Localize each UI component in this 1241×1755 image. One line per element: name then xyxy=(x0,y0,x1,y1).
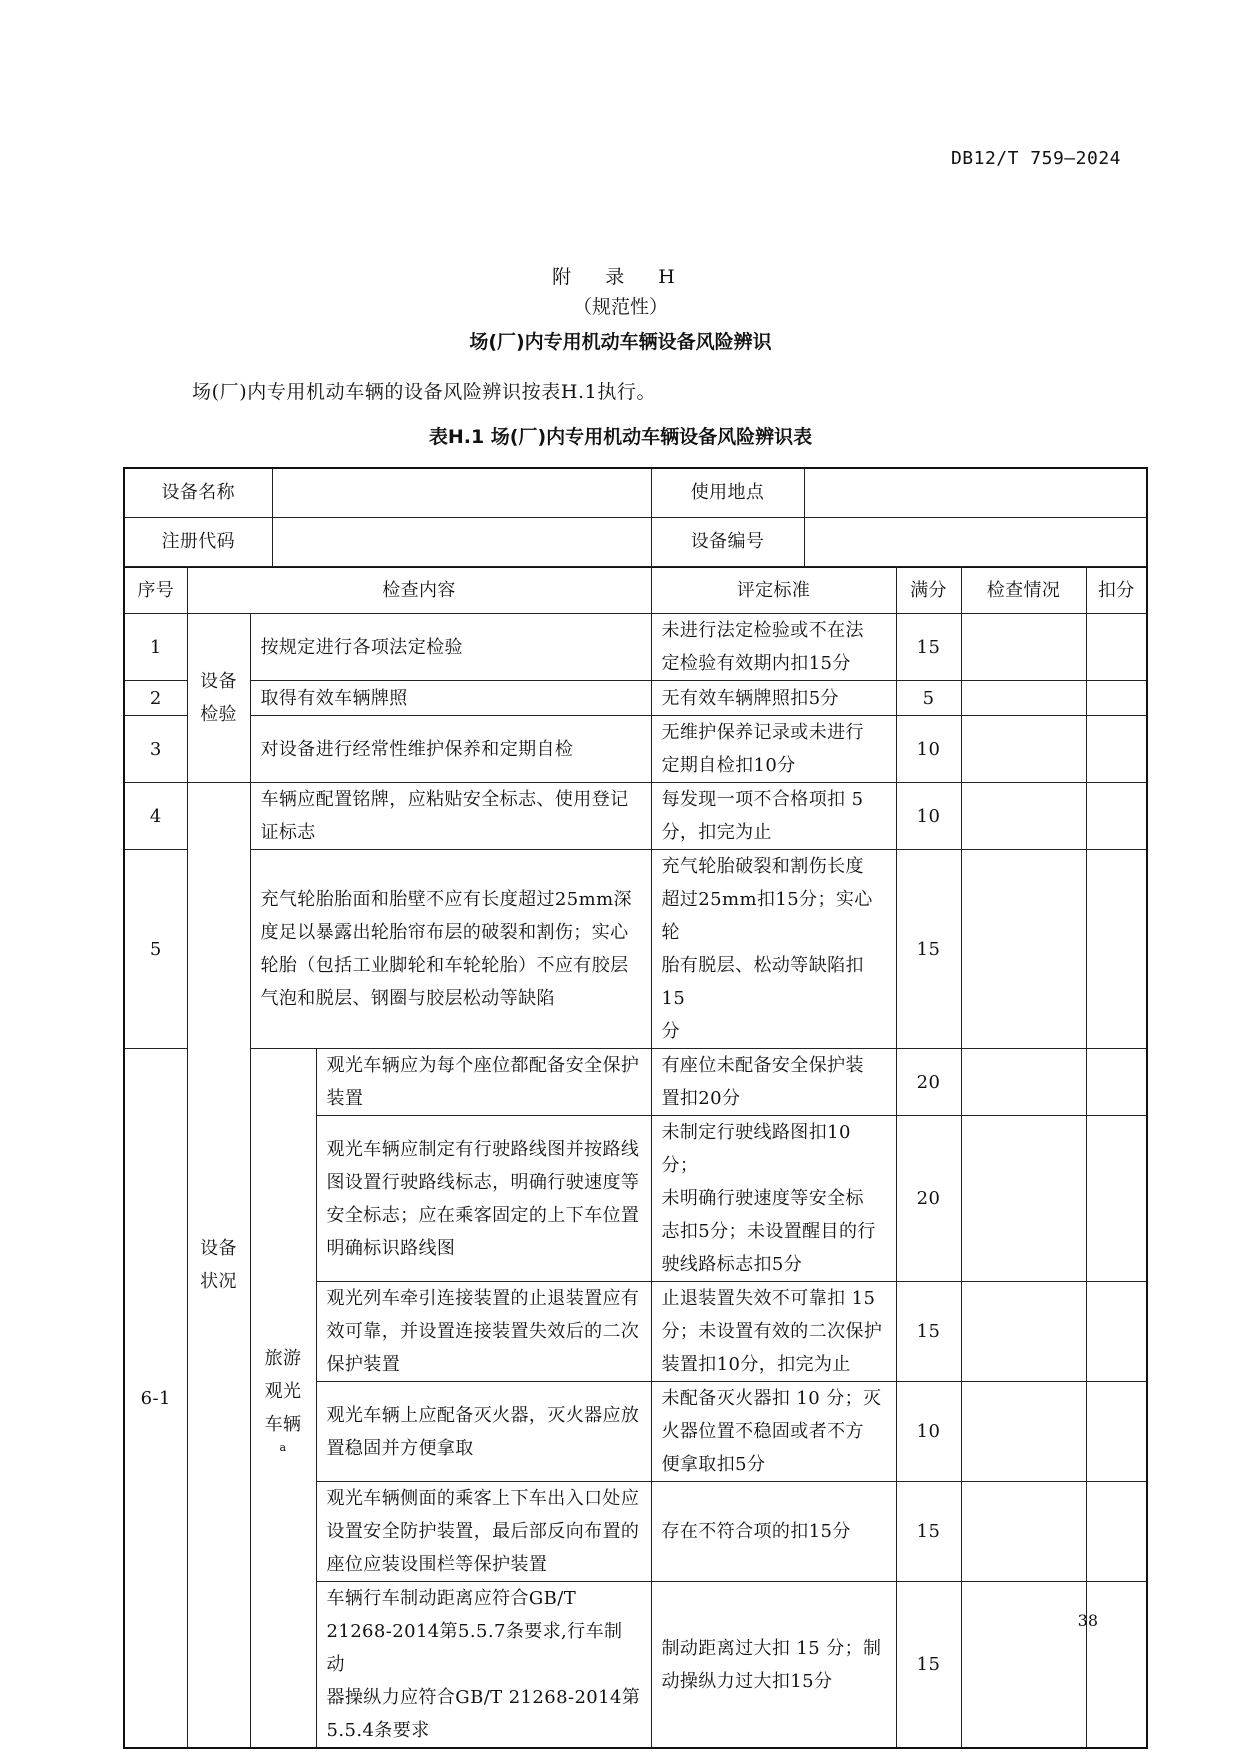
result-cell[interactable] xyxy=(961,783,1086,850)
deduction-cell[interactable] xyxy=(1086,1582,1147,1749)
table-row xyxy=(124,783,1147,850)
group-sightseeing-label: 旅游 观光 车辆 xyxy=(264,1347,302,1435)
standard-cell: 无维护保养记录或未进行 定期自检扣10分 xyxy=(651,716,896,783)
appendix-nature: （规范性） xyxy=(572,296,668,318)
full-score-cell: 15 xyxy=(896,850,961,1049)
result-cell[interactable] xyxy=(961,681,1086,716)
standard-cell: 存在不符合项的扣15分 xyxy=(651,1482,896,1582)
group-condition: 设备 状况 xyxy=(187,783,250,1749)
content-cell: 充气轮胎胎面和胎壁不应有长度超过25mm深 度足以暴露出轮胎帘布层的破裂和割伤；实心 轮胎（包括工业脚轮和车轮轮胎）不应有胶层 气泡和脱层、钢圈与胶层松动等缺陷 xyxy=(250,850,651,1049)
deduction-cell[interactable] xyxy=(1086,850,1147,1049)
standard-cell: 无有效车辆牌照扣5分 xyxy=(651,681,896,716)
standard-cell: 未配备灭火器扣 10 分；灭 火器位置不稳固或者不方 便拿取扣5分 xyxy=(651,1382,896,1482)
full-score-cell: 15 xyxy=(896,1282,961,1382)
full-score-cell: 15 xyxy=(896,1482,961,1582)
result-cell[interactable] xyxy=(961,1049,1086,1116)
content-cell: 取得有效车辆牌照 xyxy=(250,681,651,716)
full-score-cell: 20 xyxy=(896,1049,961,1116)
full-score-cell: 20 xyxy=(896,1116,961,1282)
table-row xyxy=(124,716,1147,783)
content-cell: 观光列车牵引连接装置的止退装置应有 效可靠，并设置连接装置失效后的二次 保护装置 xyxy=(316,1282,651,1382)
result-cell[interactable] xyxy=(961,1482,1086,1582)
standard-cell: 未制定行驶线路图扣10分； 未明确行驶速度等安全标 志扣5分；未设置醒目的行 驶线路标志扣5分 xyxy=(651,1116,896,1282)
result-cell[interactable] xyxy=(961,614,1086,681)
col-full-score: 满分 xyxy=(896,567,961,614)
deduction-cell[interactable] xyxy=(1086,1382,1147,1482)
content-cell: 观光车辆上应配备灭火器，灭火器应放 置稳固并方便拿取 xyxy=(316,1382,651,1482)
equipment-info-table xyxy=(123,467,1148,568)
content-cell: 车辆应配置铭牌，应粘贴安全标志、使用登记 证标志 xyxy=(250,783,651,850)
table-row xyxy=(124,614,1147,681)
table-header-row xyxy=(124,567,1147,614)
deduction-cell[interactable] xyxy=(1086,1049,1147,1116)
registration-code-label: 注册代码 xyxy=(124,517,272,567)
risk-table xyxy=(123,566,1148,1749)
col-result: 检查情况 xyxy=(961,567,1086,614)
content-cell: 按规定进行各项法定检验 xyxy=(250,614,651,681)
deduction-cell[interactable] xyxy=(1086,1282,1147,1382)
deduction-cell[interactable] xyxy=(1086,681,1147,716)
group-sightseeing xyxy=(250,1049,316,1749)
deduction-cell[interactable] xyxy=(1086,716,1147,783)
result-cell[interactable] xyxy=(961,1116,1086,1282)
content-cell: 观光车辆应为每个座位都配备安全保护 装置 xyxy=(316,1049,651,1116)
content-cell: 观光车辆侧面的乘客上下车出入口处应 设置安全防护装置，最后部反向布置的 座位应装设围栏等保护装置 xyxy=(316,1482,651,1582)
footnote-marker: a xyxy=(279,1440,287,1454)
result-cell[interactable] xyxy=(961,716,1086,783)
equipment-name-label: 设备名称 xyxy=(124,468,272,517)
deduction-cell[interactable] xyxy=(1086,614,1147,681)
full-score-cell: 15 xyxy=(896,1582,961,1749)
standard-cell: 止退装置失效不可靠扣 15 分；未设置有效的二次保护 装置扣10分，扣完为止 xyxy=(651,1282,896,1382)
standard-cell: 制动距离过大扣 15 分；制 动操纵力过大扣15分 xyxy=(651,1582,896,1749)
location-label: 使用地点 xyxy=(651,468,804,517)
standard-cell: 每发现一项不合格项扣 5 分，扣完为止 xyxy=(651,783,896,850)
seq-cell: 6-1 xyxy=(124,1049,187,1749)
deduction-cell[interactable] xyxy=(1086,1482,1147,1582)
content-cell: 观光车辆应制定有行驶路线图并按路线 图设置行驶路线标志，明确行驶速度等 安全标志；应在乘客固定的上下车位置 明确标识路线图 xyxy=(316,1116,651,1282)
location-field[interactable] xyxy=(804,468,1147,517)
full-score-cell: 10 xyxy=(896,783,961,850)
appendix-label: 附 录 H xyxy=(552,266,689,288)
result-cell[interactable] xyxy=(961,1382,1086,1482)
table-row xyxy=(124,850,1147,1049)
content-cell: 车辆行车制动距离应符合GB/T 21268-2014第5.5.7条要求,行车制动 器操纵力应符合GB/T 21268-2014第 5.5.4条要求 xyxy=(316,1582,651,1749)
table-caption: 表H.1 场(厂)内专用机动车辆设备风险辨识表 xyxy=(428,426,813,448)
result-cell[interactable] xyxy=(961,850,1086,1049)
info-row xyxy=(124,517,1147,567)
seq-cell: 3 xyxy=(124,716,187,783)
result-cell[interactable] xyxy=(961,1282,1086,1382)
table-row xyxy=(124,681,1147,716)
full-score-cell: 10 xyxy=(896,716,961,783)
col-standard: 评定标准 xyxy=(651,567,896,614)
result-cell[interactable] xyxy=(961,1582,1086,1749)
seq-cell: 1 xyxy=(124,614,187,681)
seq-cell: 2 xyxy=(124,681,187,716)
col-deduction: 扣分 xyxy=(1086,567,1147,614)
standard-cell: 有座位未配备安全保护装 置扣20分 xyxy=(651,1049,896,1116)
appendix-title: 场(厂)内专用机动车辆设备风险辨识 xyxy=(469,331,772,353)
seq-cell: 5 xyxy=(124,850,187,1049)
equipment-number-field[interactable] xyxy=(804,517,1147,567)
full-score-cell: 15 xyxy=(896,614,961,681)
full-score-cell: 5 xyxy=(896,681,961,716)
group-inspection: 设备 检验 xyxy=(187,614,250,783)
standard-cell: 未进行法定检验或不在法 定检验有效期内扣15分 xyxy=(651,614,896,681)
equipment-number-label: 设备编号 xyxy=(651,517,804,567)
intro-paragraph: 场(厂)内专用机动车辆的设备风险辨识按表H.1执行。 xyxy=(192,381,657,403)
col-seq: 序号 xyxy=(124,567,187,614)
table-row xyxy=(124,1049,1147,1116)
equipment-name-field[interactable] xyxy=(272,468,651,517)
content-cell: 对设备进行经常性维护保养和定期自检 xyxy=(250,716,651,783)
col-content: 检查内容 xyxy=(187,567,651,614)
deduction-cell[interactable] xyxy=(1086,1116,1147,1282)
info-row xyxy=(124,468,1147,517)
registration-code-field[interactable] xyxy=(272,517,651,567)
document-code: DB12/T 759—2024 xyxy=(950,148,1121,169)
standard-cell: 充气轮胎破裂和割伤长度 超过25mm扣15分；实心轮 胎有脱层、松动等缺陷扣15 分 xyxy=(651,850,896,1049)
page-number: 38 xyxy=(1077,1611,1098,1630)
seq-cell: 4 xyxy=(124,783,187,850)
full-score-cell: 10 xyxy=(896,1382,961,1482)
deduction-cell[interactable] xyxy=(1086,783,1147,850)
